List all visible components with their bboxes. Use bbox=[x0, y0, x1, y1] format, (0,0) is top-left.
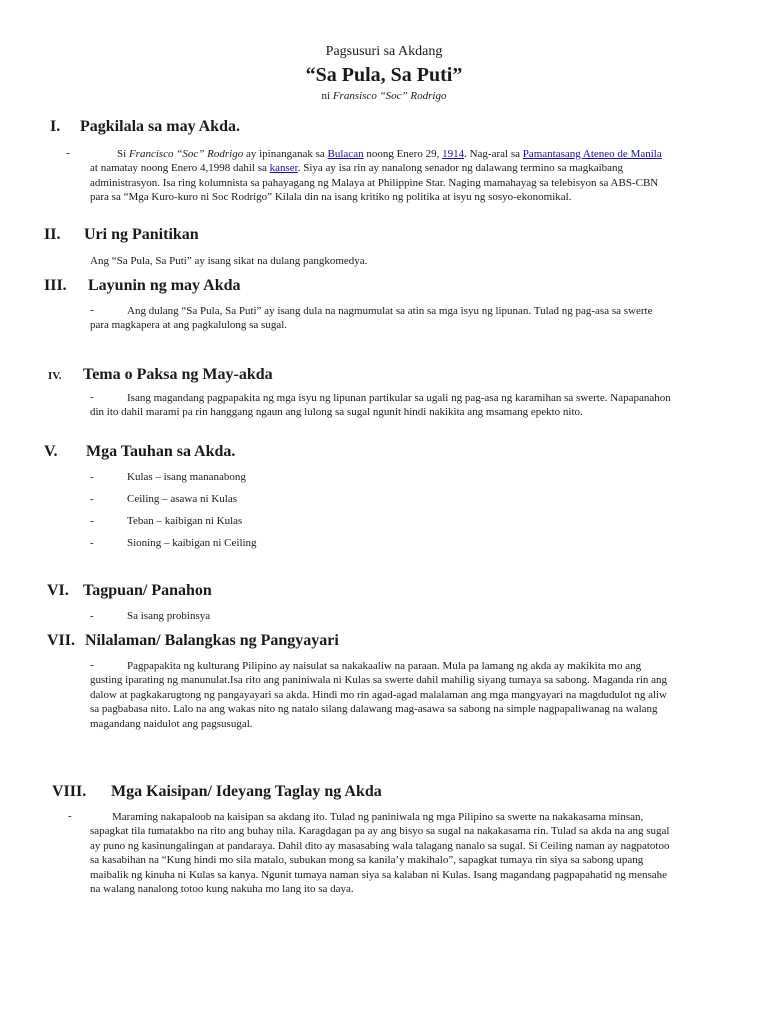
setting-item bbox=[90, 609, 210, 623]
setting-text: Sa isang probinsya bbox=[127, 610, 211, 622]
content-text: Pagpapakita ng kulturang Pilipino ay naisulat sa nakakaaliw na paraan. Mula pa lamang ng akda ay makikita mo ang gusting iparating ng manunulat.Isa rito ang paniniwala ni Kulas sa swerte dahil mahilig siyang tumaya sa sabong. Maganda rin ang dalow at pagkakarugtong ng pangayayari sa akda. Hindi mo rin agad-agad malalaman ang mga mangyayari na magdudulot ng aliw sa pagbabasa nito. Lalo na ang wakas nito ng natalo silang dalawang mag-asawa sa sabong na simple nagpapaliwanag na walang magandang naidulot ang pagsusugal. bbox=[90, 660, 668, 730]
character-name: Kulas – isang mananabong bbox=[127, 471, 246, 483]
section-heading-2 bbox=[44, 226, 199, 244]
author-biography bbox=[90, 147, 672, 205]
section-title: Nilalaman/ Balangkas ng Pangyayari bbox=[85, 632, 339, 649]
section-heading-3 bbox=[44, 277, 241, 295]
link-kanser[interactable]: kanser bbox=[269, 162, 298, 175]
section-number: IV. bbox=[48, 370, 62, 382]
list-item bbox=[90, 492, 237, 506]
section-title: Tagpuan/ Panahon bbox=[83, 582, 212, 599]
section-title: Uri ng Panitikan bbox=[84, 226, 199, 243]
section-title: Pagkilala sa may Akda. bbox=[80, 118, 241, 135]
link-ateneo[interactable]: Pamantasang Ateneo de Manila bbox=[522, 148, 662, 160]
bio-author-name: Francisco “Soc” Rodrigo bbox=[128, 148, 244, 160]
bio-text: at namatay noong Enero 4,1998 dahil sa bbox=[90, 162, 270, 175]
section-heading-4 bbox=[48, 366, 273, 384]
bio-text: noong Enero 29, bbox=[363, 148, 443, 160]
list-item bbox=[90, 536, 257, 550]
list-item bbox=[90, 470, 246, 484]
section-title: Tema o Paksa ng May-akda bbox=[83, 366, 273, 383]
list-dash: - bbox=[68, 810, 72, 822]
list-dash: - bbox=[90, 471, 94, 483]
section-title: Mga Tauhan sa Akda. bbox=[86, 443, 236, 460]
section-title: Layunin ng may Akda bbox=[88, 277, 241, 294]
section-number: V. bbox=[44, 443, 58, 460]
section-heading-1 bbox=[50, 118, 240, 136]
character-name: Sioning – kaibigan ni Ceiling bbox=[127, 537, 257, 549]
section-heading-5 bbox=[44, 443, 235, 461]
section-number: I. bbox=[50, 118, 61, 135]
byline-author: Fransisco “Soc” Rodrigo bbox=[332, 90, 447, 102]
document-label: Pagsusuri sa Akdang bbox=[325, 44, 443, 59]
list-dash: - bbox=[90, 515, 94, 527]
document-byline bbox=[0, 90, 768, 102]
literature-type-text: Ang “Sa Pula, Sa Puti” ay isang sikat na dulang pangkomedya. bbox=[90, 255, 368, 267]
section-heading-7 bbox=[47, 632, 339, 650]
list-dash: - bbox=[90, 537, 94, 549]
section-number: III. bbox=[44, 277, 67, 294]
list-dash: - bbox=[90, 304, 94, 316]
list-dash: - bbox=[90, 493, 94, 505]
character-name: Ceiling – asawa ni Kulas bbox=[127, 493, 237, 505]
section-number: VII. bbox=[47, 632, 76, 649]
list-item bbox=[90, 514, 242, 528]
bio-text: Si bbox=[117, 148, 129, 160]
list-dash: - bbox=[90, 391, 94, 403]
theme-text: Isang magandang pagpapakita ng mga isyu ng lipunan partikular sa ugali ng pag-asa ng karamihan sa swerte. Napapanahon din ito dahil marami pa rin hanggang ngaun ang lulong sa sugal ngunit hindi nakikita ang msamang epekto nito. bbox=[90, 392, 671, 419]
character-name: Teban – kaibigan ni Kulas bbox=[127, 515, 243, 527]
list-dash: - bbox=[90, 659, 94, 671]
document-title: “Sa Pula, Sa Puti” bbox=[305, 64, 463, 86]
link-1914[interactable]: 1914 bbox=[442, 148, 465, 160]
link-bulacan[interactable]: Bulacan bbox=[327, 148, 364, 160]
section-heading-8 bbox=[52, 783, 382, 801]
bio-text: ay ipinanganak sa bbox=[243, 148, 328, 160]
list-dash: - bbox=[90, 610, 94, 622]
section-number: VIII. bbox=[52, 783, 87, 800]
purpose-text: Ang dulang “Sa Pula, Sa Puti” ay isang dula na nagmumulat sa atin sa mga isyu ng lipunan. Tulad ng pag-asa sa swerte para magkapera at ang pagkalulong sa sugal. bbox=[90, 305, 653, 332]
section-number: II. bbox=[44, 226, 61, 243]
byline-prefix: ni bbox=[321, 90, 333, 102]
bio-text: . Siya ay isa rin ay nanalong senador ng dalawang termino sa magkaibang administrasyon. Isa ring kolumnista sa pahayagang ng Malaya at Philippine Star. Naging mamahayag sa telebisyon sa ABS-CBN para sa “Mga Kuro-kuro ni Soc Rodrigo” Kilala din na isang kritiko ng politika at isyu ng sosyo-ekonomikal. bbox=[90, 162, 659, 204]
bio-text: . Nag-aral sa bbox=[464, 148, 523, 160]
section-number: VI. bbox=[47, 582, 69, 599]
section-title: Mga Kaisipan/ Ideyang Taglay ng Akda bbox=[111, 783, 382, 800]
section-heading-6 bbox=[47, 582, 212, 600]
list-dash: - bbox=[66, 147, 70, 159]
ideas-text: Maraming nakapaloob na kaisipan sa akdang ito. Tulad ng paniniwala ng mga Pilipino sa swerte na nakakasama minsan, sapagkat tila tumatakbo na rito ang buhay nila. Karagdagan pa ay ang bisyo sa sugal na nakakasama rin. Tulad sa akda na ang sugal ay puno ng kasinungalingan at pandaraya. Dahil dito ay masasabing wala talagang nanalo sa sugal. Si Ceiling naman ay nagpatotoo sa kasabihan na “Kung hindi mo sila matalo, subukan mong sa kanila’y makihalo”, sapagkat tumaya rin siya sa sabong upang maibalik ng kinuha ni Kulas sa kanya. Ngunit tumaya naman siya sa kalaban ni Kulas. Isang magandang pagpapahatid ng mensahe na walang nanalong totoo kung nakuha mo lang ito sa daya. bbox=[90, 811, 670, 896]
